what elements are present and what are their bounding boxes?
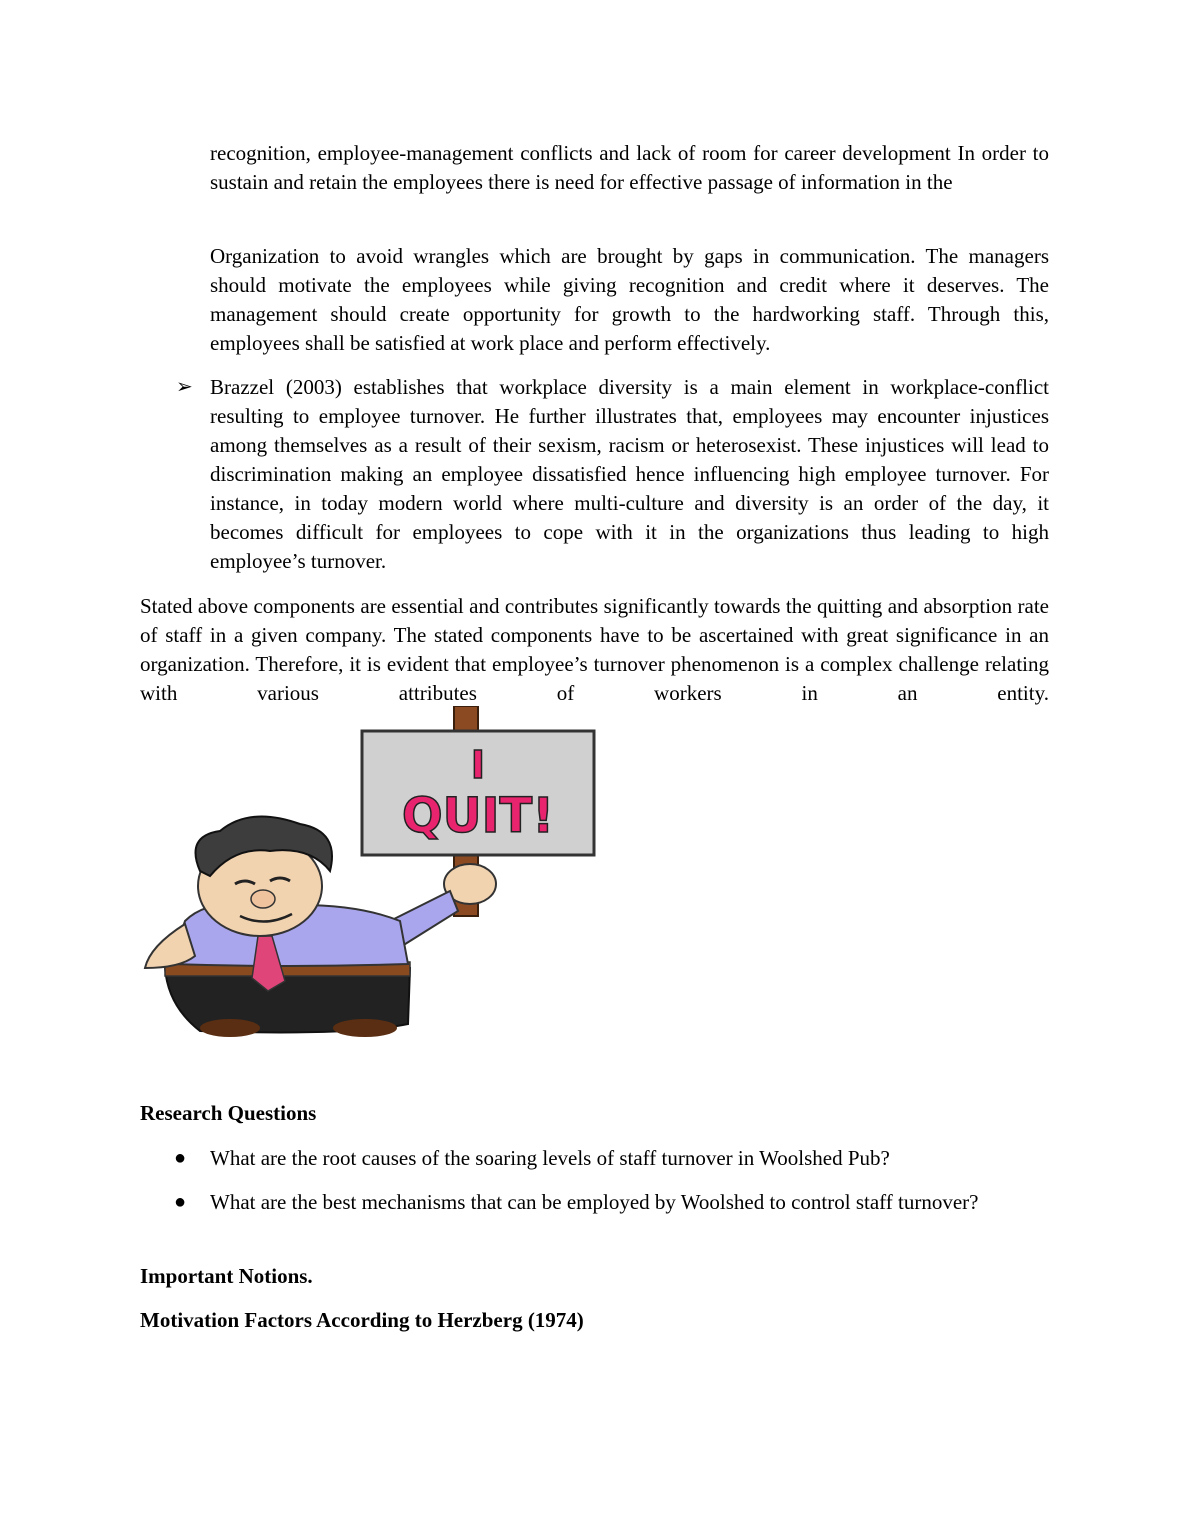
dot-bullet-icon: ● (174, 1147, 187, 1169)
left-shoe (200, 1019, 260, 1037)
important-notions-heading: Important Notions. (140, 1264, 313, 1288)
research-question-2: What are the best mechanisms that can be employed by Woolshed to control staff turnover? (210, 1190, 979, 1214)
paragraph-organization: Organization to avoid wrangles which are brought by gaps in communication. The managers should motivate the employees while giving recognition and credit where it deserves. The management should create opportunity for growth to the hardworking staff. Through this, employees shall be satisfied at work place and perform effectively. (210, 244, 1049, 355)
research-question-1: What are the root causes of the soaring levels of staff turnover in Woolshed Pub? (210, 1146, 890, 1170)
sign-text-line2: QUIT! (401, 788, 555, 844)
paragraph-recognition: recognition, employee-management conflicts and lack of room for career development In order to sustain and retain the employees there is need for effective passage of information in the (210, 141, 1049, 194)
right-shoe (333, 1019, 397, 1037)
arrow-bullet-icon: ➢ (176, 376, 193, 398)
i-quit-clipart (140, 706, 600, 1042)
left-arm (145, 924, 195, 968)
motivation-factors-heading: Motivation Factors According to Herzberg (1974) (140, 1308, 584, 1332)
nose (251, 890, 275, 908)
paragraph-brazzel: Brazzel (2003) establishes that workplace diversity is a main element in workplace-conflict resulting to employee turnover. He further illustrates that, employees may encounter injustices among themselves as a result of their sexism, racism or heterosexist. These injustices will lead to discrimination making an employee dissatisfied hence influencing high employee turnover. For instance, in today modern world where multi-culture and diversity is an order of the day, it becomes difficult for employees to cope with it in the organizations thus leading to high employee’s turnover. (210, 375, 1049, 573)
paragraph-stated-above: Stated above components are essential and contributes significantly towards the quitting and absorption rate of staff in a given company. The stated components have to be ascertained with great significance in an organization. Therefore, it is evident that employee’s turnover phenomenon is a complex challenge relating with various attributes of workers in an entity. (140, 594, 1049, 705)
dot-bullet-icon: ● (174, 1191, 187, 1213)
research-questions-heading: Research Questions (140, 1101, 317, 1125)
sign-text-line1: I (470, 743, 486, 787)
